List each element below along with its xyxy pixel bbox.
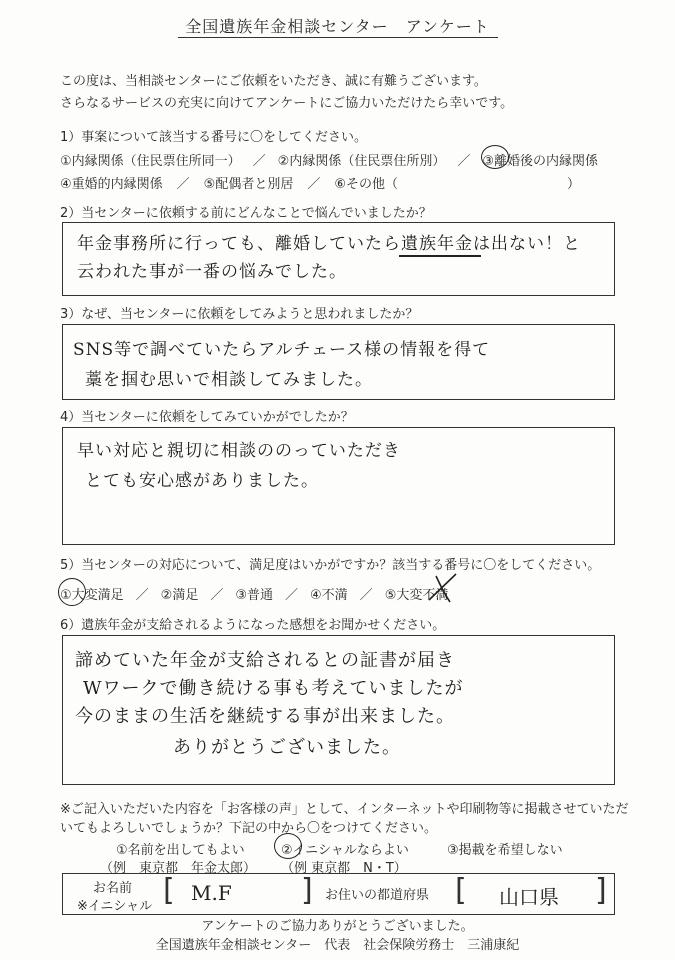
separator: ／ <box>210 588 224 603</box>
consent-text-2: いてもよろしいでしょうか？下記の中から〇をつけてください。 <box>60 821 438 836</box>
consent-option-1-example: （例 東京都 年金太郎） <box>100 861 257 876</box>
q4-question: 4）当センターに依頼をしてみていかがでしたか？ <box>60 410 354 425</box>
selection-circle-q1 <box>481 145 509 169</box>
q2-answer-line-1: 年金事務所に行っても、離婚していたら遺族年金は出ない！と <box>77 234 581 254</box>
q6-answer-line-1: 諦めていた年金が支給されるとの証書が届き <box>75 650 455 671</box>
consent-text-1: ※ご記入いただいた内容を「お客様の声」として、インターネットや印刷物等に掲載させていただ <box>60 802 629 817</box>
contact-box <box>62 873 615 915</box>
initial-label: ※イニシャル <box>77 899 153 914</box>
name-label: お名前 <box>93 881 133 896</box>
q5-options <box>60 584 448 603</box>
q6-answer-line-2: Wワークで働き続ける事も考えていましたが <box>83 678 464 699</box>
q3-answer-line-1: SNS等で調べていたらアルチェース様の情報を得て <box>73 340 491 360</box>
q2-answer-box[interactable] <box>62 222 615 296</box>
q4-answer-line-1: 早い対応と親切に相談ののっていただき <box>77 441 401 461</box>
bracket-right: ] <box>595 873 607 908</box>
q6-question: 6）遺族年金が支給されるようになった感想をお聞かせください。 <box>60 618 446 633</box>
separator: ／ <box>359 588 373 603</box>
q1-option-1[interactable]: ①内縁関係（住民票住所同一） <box>60 154 241 169</box>
separator: ／ <box>135 588 149 603</box>
selection-circle-q5 <box>58 578 86 606</box>
intro-line-1: この度は、当相談センターにご依頼をいただき、誠に有難うございます。 <box>60 74 487 89</box>
q3-answer-box[interactable] <box>62 324 615 400</box>
separator: ／ <box>252 154 266 169</box>
consent-option-2[interactable]: ②イニシャルならよい <box>281 843 409 858</box>
consent-option-2-example: （例 東京都 N・T） <box>281 861 407 876</box>
handwritten-underline <box>399 255 481 257</box>
q5-option-5[interactable]: ⑤大変不満 <box>384 588 449 603</box>
q1-option-2[interactable]: ②内縁関係（住民票住所別） <box>277 154 446 169</box>
q2-question: 2）当センターに依頼する前にどんなことで悩んでいましたか？ <box>60 206 432 221</box>
intro-line-2: さらなるサービスの充実に向けてアンケートにご協力いただけたら幸いです。 <box>60 96 514 111</box>
q5-option-4[interactable]: ④不満 <box>310 588 348 603</box>
footer-thanks: アンケートのご協力ありがとうございました。 <box>201 919 474 934</box>
prefecture-value[interactable]: 山口県 <box>499 885 559 909</box>
q6-answer-box[interactable] <box>62 635 615 785</box>
q1-option-3[interactable]: ③離婚後の内縁関係 <box>482 154 598 169</box>
footer-organization: 全国遺族年金相談センター 代表 社会保険労務士 三浦康紀 <box>155 938 520 953</box>
consent-option-3[interactable]: ③掲載を希望しない <box>447 843 563 858</box>
cross-out-mark <box>426 570 460 606</box>
separator: ／ <box>307 177 321 192</box>
q6-answer-line-4: ありがとうございました。 <box>173 737 401 758</box>
q3-question: 3）なぜ、当センターに依頼をしてみようと思われましたか？ <box>60 307 419 322</box>
selection-circle-consent <box>274 833 302 859</box>
q5-question: 5）当センターの対応について、満足度はいかがですか？該当する番号に〇をしてください。 <box>60 558 601 573</box>
q1-option-4[interactable]: ④重婚的内縁関係 <box>60 177 163 192</box>
q3-answer-line-2: 藁を掴む思いで相談してみました。 <box>85 370 373 390</box>
q1-question: 1）事案について該当する番号に〇をしてください。 <box>60 130 368 145</box>
bracket-right: ] <box>301 873 313 908</box>
consent-option-1[interactable]: ①名前を出してもよい <box>116 843 245 858</box>
name-value[interactable]: M.F <box>191 881 232 905</box>
page-title: 全国遺族年金相談センター アンケート <box>185 17 490 36</box>
separator: ／ <box>285 588 299 603</box>
q6-answer-line-3: 今のままの生活を継続する事が出来ました。 <box>75 706 455 727</box>
prefecture-label: お住いの都道府県 <box>325 888 430 903</box>
q1-option-6[interactable]: ⑥その他（ <box>334 177 398 192</box>
separator: ／ <box>457 154 471 169</box>
q5-option-3[interactable]: ③普通 <box>235 588 273 603</box>
separator: ／ <box>176 177 190 192</box>
q5-option-1[interactable]: ①大変満足 <box>60 588 124 603</box>
q5-option-2[interactable]: ②満足 <box>160 588 199 603</box>
bracket-left: [ <box>163 873 175 908</box>
q1-option-6-close: ） <box>567 177 581 192</box>
q1-option-5[interactable]: ⑤配偶者と別居 <box>203 177 294 192</box>
q1-options-row1 <box>60 150 598 169</box>
bracket-left: [ <box>455 873 467 908</box>
q2-answer-line-2: 云われた事が一番の悩みでした。 <box>77 262 347 282</box>
q4-answer-line-2: とても安心感がありました。 <box>85 471 319 491</box>
q4-answer-box[interactable] <box>62 427 615 545</box>
q1-options-row2 <box>60 173 398 192</box>
title-underline <box>178 37 498 38</box>
